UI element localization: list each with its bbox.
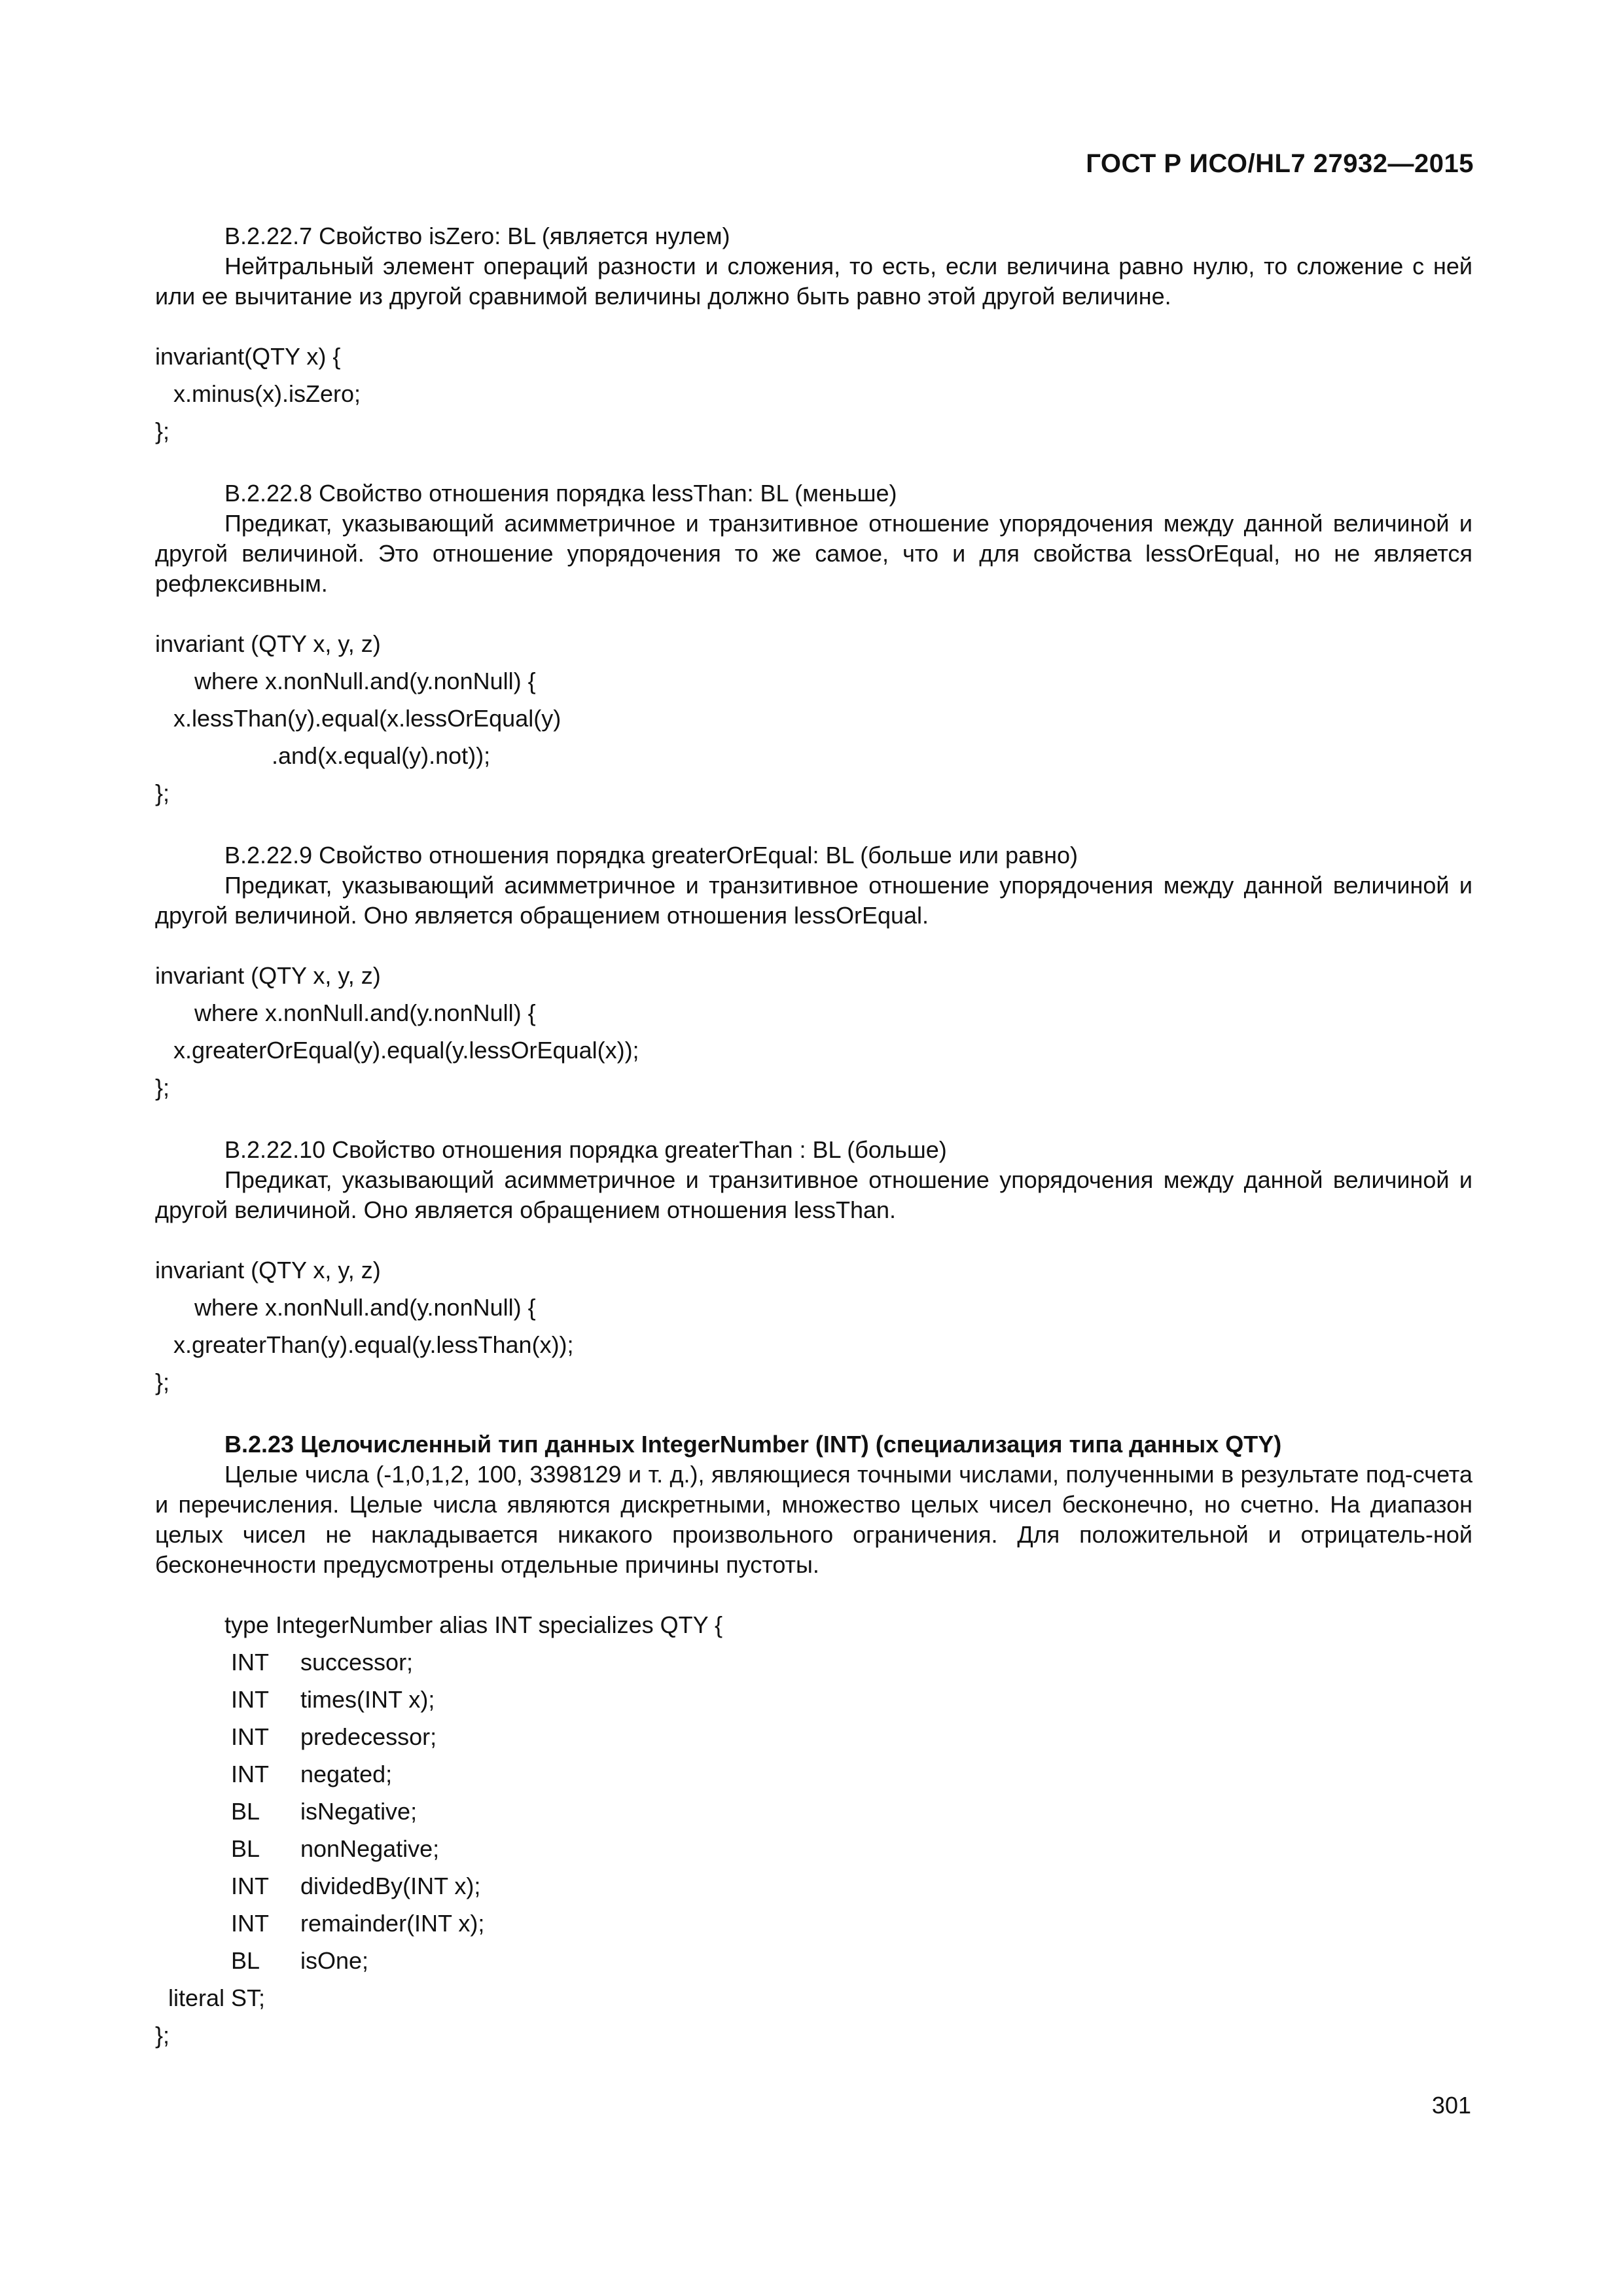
spacer <box>155 599 1472 625</box>
section-body-integernumber: Целые числа (-1,0,1,2, 100, 3398129 и т. д.), являющиеся точными числами, полученными в результате под-счета и перечисления. Целые числа являются дискретными, множество целых чисел бесконечно, но счетно. На диапазон целых чисел не накладывается никакого произвольного ограничения. Для положительной и отрицатель-ной бесконечности предусмотрены отдельные причины пустоты. <box>155 1461 1472 1578</box>
section-body-lessthan: Предикат, указывающий асимметричное и транзитивное отношение упорядочения между данной величиной и другой величиной. Это отношение упорядочения то же самое, что и для свойства lessOrEqual, но не является рефлексивным. <box>155 510 1472 597</box>
code-line: x.minus(x).isZero; <box>173 380 361 407</box>
member-type: INT <box>231 1761 269 1787</box>
code-line: invariant(QTY x) { <box>155 343 341 370</box>
type-member <box>155 1830 1472 1867</box>
type-member <box>155 1793 1472 1830</box>
code-line: }; <box>155 1369 170 1395</box>
code-line: }; <box>155 2022 170 2049</box>
member-name: isOne; <box>300 1947 369 1974</box>
code-line: .and(x.equal(y).not)); <box>272 742 491 769</box>
member-name: nonNegative; <box>300 1835 440 1862</box>
document-header: ГОСТ Р ИСО/HL7 27932—2015 <box>1086 149 1474 178</box>
member-name: predecessor; <box>300 1723 437 1750</box>
code-line: }; <box>155 780 170 806</box>
member-type: INT <box>231 1723 269 1750</box>
section-heading-lessthan: B.2.22.8 Свойство отношения порядка lessThan: BL (меньше) <box>224 480 897 507</box>
code-line: where x.nonNull.and(y.nonNull) { <box>194 668 536 694</box>
code-line: where x.nonNull.and(y.nonNull) { <box>194 1294 536 1321</box>
type-declaration: type IntegerNumber alias INT specializes QTY { <box>224 1611 723 1638</box>
spacer <box>155 931 1472 957</box>
code-line: x.greaterOrEqual(y).equal(y.lessOrEqual(x)); <box>173 1037 639 1064</box>
code-line: }; <box>155 418 170 444</box>
type-member <box>155 1905 1472 1942</box>
member-type: BL <box>231 1835 260 1862</box>
code-line: }; <box>155 1074 170 1101</box>
member-name: isNegative; <box>300 1798 418 1825</box>
member-type: INT <box>231 1649 269 1676</box>
member-type: INT <box>231 1686 269 1713</box>
member-name: dividedBy(INT x); <box>300 1873 481 1899</box>
code-line: x.lessThan(y).equal(x.lessOrEqual(y) <box>173 705 562 732</box>
section-heading-integernumber: B.2.23 Целочисленный тип данных IntegerNumber (INT) (специализация типа данных QTY) <box>224 1431 1282 1458</box>
code-line: invariant (QTY x, y, z) <box>155 630 381 657</box>
spacer <box>155 812 1472 840</box>
type-member <box>155 1867 1472 1905</box>
code-line: literal ST; <box>168 1984 266 2011</box>
code-line: invariant (QTY x, y, z) <box>155 1257 381 1283</box>
type-member <box>155 1718 1472 1755</box>
spacer <box>155 1401 1472 1429</box>
code-line: invariant (QTY x, y, z) <box>155 962 381 989</box>
type-member <box>155 1681 1472 1718</box>
section-heading-iszero: B.2.22.7 Свойство isZero: BL (является нулем) <box>224 223 730 249</box>
section-heading-greaterorequal: B.2.22.9 Свойство отношения порядка greaterOrEqual: BL (больше или равно) <box>224 842 1079 869</box>
section-body-greaterthan: Предикат, указывающий асимметричное и транзитивное отношение упорядочения между данной величиной и другой величиной. Оно является обращением отношения lessThan. <box>155 1166 1472 1223</box>
spacer <box>155 1580 1472 1606</box>
member-type: INT <box>231 1910 269 1937</box>
member-name: times(INT x); <box>300 1686 435 1713</box>
section-heading-greaterthan: B.2.22.10 Свойство отношения порядка greaterThan : BL (больше) <box>224 1136 947 1163</box>
type-member <box>155 1755 1472 1793</box>
member-type: INT <box>231 1873 269 1899</box>
member-name: successor; <box>300 1649 414 1676</box>
member-type: BL <box>231 1947 260 1974</box>
code-line: x.greaterThan(y).equal(y.lessThan(x)); <box>173 1331 574 1358</box>
spacer <box>155 450 1472 478</box>
type-member <box>155 1942 1472 1979</box>
spacer <box>155 1106 1472 1135</box>
section-body-greaterorequal: Предикат, указывающий асимметричное и транзитивное отношение упорядочения между данной величиной и другой величиной. Оно является обращением отношения lessOrEqual. <box>155 872 1472 929</box>
spacer <box>155 312 1472 338</box>
member-name: negated; <box>300 1761 393 1787</box>
page-number: 301 <box>1431 2092 1471 2119</box>
member-name: remainder(INT x); <box>300 1910 485 1937</box>
member-type: BL <box>231 1798 260 1825</box>
spacer <box>155 1225 1472 1251</box>
section-body-iszero: Нейтральный элемент операций разности и сложения, то есть, если величина равно нулю, то сложение с ней или ее вычитание из другой сравнимой величины должно быть равно этой другой величине. <box>155 253 1472 310</box>
type-member <box>155 1643 1472 1681</box>
code-line: where x.nonNull.and(y.nonNull) { <box>194 999 536 1026</box>
page-content <box>155 221 1472 2054</box>
